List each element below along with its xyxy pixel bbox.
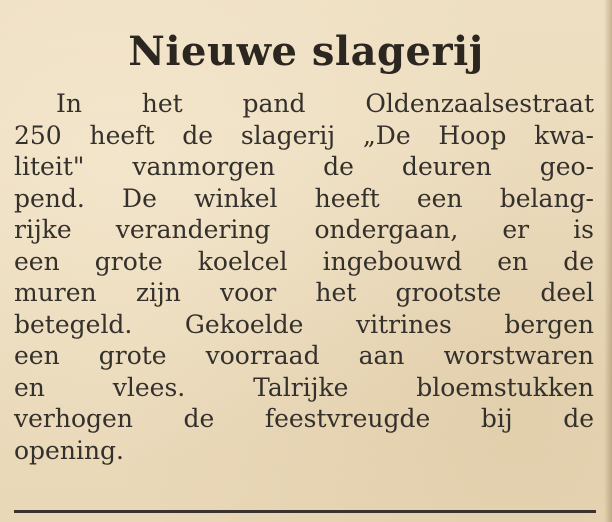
article-line: pend. De winkel heeft een belang- (14, 183, 594, 213)
article-line: een grote koelcel ingebouwd en de (14, 246, 594, 276)
article-line: verhogen de feestvreugde bij de (14, 404, 594, 433)
article-line: 250 heeft de slagerij „De Hoop kwa- (14, 120, 594, 150)
article-line: muren zijn voor het grootste deel (14, 278, 594, 307)
scan-edge-shadow (604, 0, 612, 522)
article-line: liteit" vanmorgen de deuren geo- (14, 152, 594, 181)
article-body (14, 88, 594, 466)
article-line: betegeld. Gekoelde vitrines bergen (14, 309, 594, 339)
article-line: een grote voorraad aan worstwaren (14, 341, 594, 370)
article-line: opening. (14, 435, 124, 465)
bottom-divider-rule (14, 510, 596, 513)
article-line: en vlees. Talrijke bloemstukken (14, 372, 594, 402)
article-line: rijke verandering ondergaan, er is (14, 215, 594, 244)
article-headline: Nieuwe slagerij (128, 28, 484, 75)
article-line: In het pand Oldenzaalsestraat (56, 89, 594, 118)
